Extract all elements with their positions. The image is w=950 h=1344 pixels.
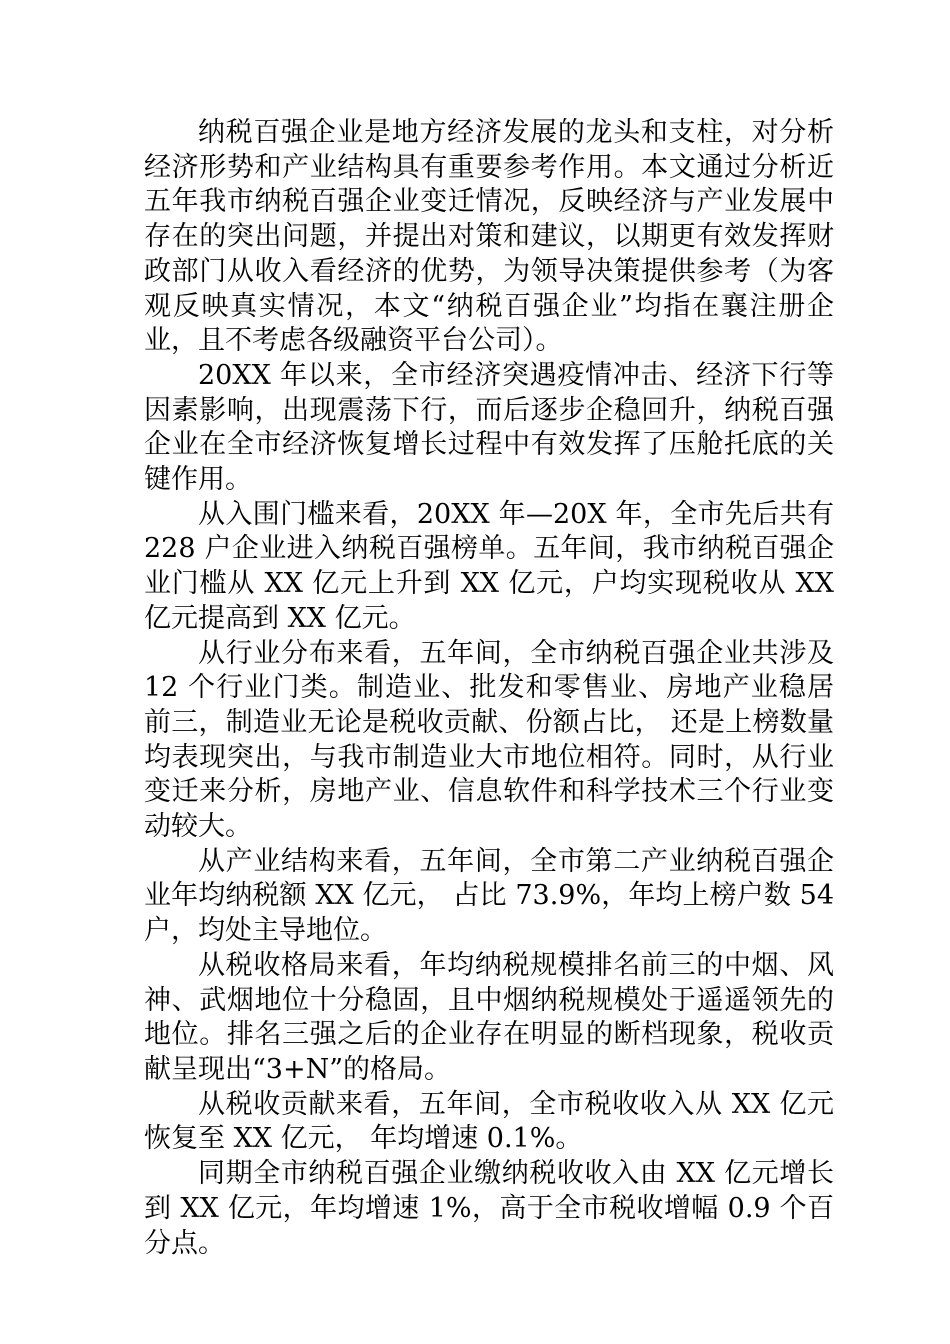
paragraph-same-period-growth: 同期全市纳税百强企业缴纳税收收入由 XX 亿元增长到 XX 亿元，年均增速 1%，高于全市税收增幅 0.9 个百分点。 <box>144 1158 834 1259</box>
paragraph-industry-distribution: 从行业分布来看，五年间，全市纳税百强企业共涉及 12 个行业门类。制造业、批发和零售业、房地产业稳居前三，制造业无论是税收贡献、份额占比， 还是上榜数量均表现突出，与我市制造业大市地位相符。同时，从行业变迁来分析，房地产业、信息软件和科学技术三个行业变动较大。 <box>144 637 834 843</box>
paragraph-tax-contribution: 从税收贡献来看，五年间，全市税收收入从 XX 亿元恢复至 XX 亿元， 年均增速 0.1%。 <box>144 1088 834 1155</box>
document-body <box>144 116 834 1261</box>
paragraph-industry-structure: 从产业结构来看，五年间，全市第二产业纳税百强企业年均纳税额 XX 亿元， 占比 73.9%，年均上榜户数 54 户，均处主导地位。 <box>144 845 834 947</box>
paragraph-entry-threshold: 从入围门槛来看，20XX 年—20X 年，全市先后共有 228 户企业进入纳税百强榜单。五年间，我市纳税百强企业门槛从 XX 亿元上升到 XX 亿元，户均实现税收从 XX 亿元提高到 XX 亿元。 <box>144 498 834 634</box>
paragraph-tax-pattern: 从税收格局来看，年均纳税规模排名前三的中烟、风神、武烟地位十分稳固，且中烟纳税规模处于遥遥领先的地位。排名三强之后的企业存在明显的断档现象，税收贡献呈现出“3+N”的格局。 <box>144 949 834 1085</box>
paragraph-intro: 纳税百强企业是地方经济发展的龙头和支柱，对分析经济形势和产业结构具有重要参考作用。本文通过分析近五年我市纳税百强企业变迁情况，反映经济与产业发展中存在的突出问题，并提出对策和建议，以期更有效发挥财政部门从收入看经济的优势，为领导决策提供参考（为客观反映真实情况，本文“纳税百强企业”均指在襄注册企业，且不考虑各级融资平台公司）。 <box>144 117 834 357</box>
paragraph-economy-recovery: 20XX 年以来，全市经济突遇疫情冲击、经济下行等因素影响，出现震荡下行，而后逐步企稳回升，纳税百强企业在全市经济恢复增长过程中有效发挥了压舱托底的关键作用。 <box>144 359 834 496</box>
